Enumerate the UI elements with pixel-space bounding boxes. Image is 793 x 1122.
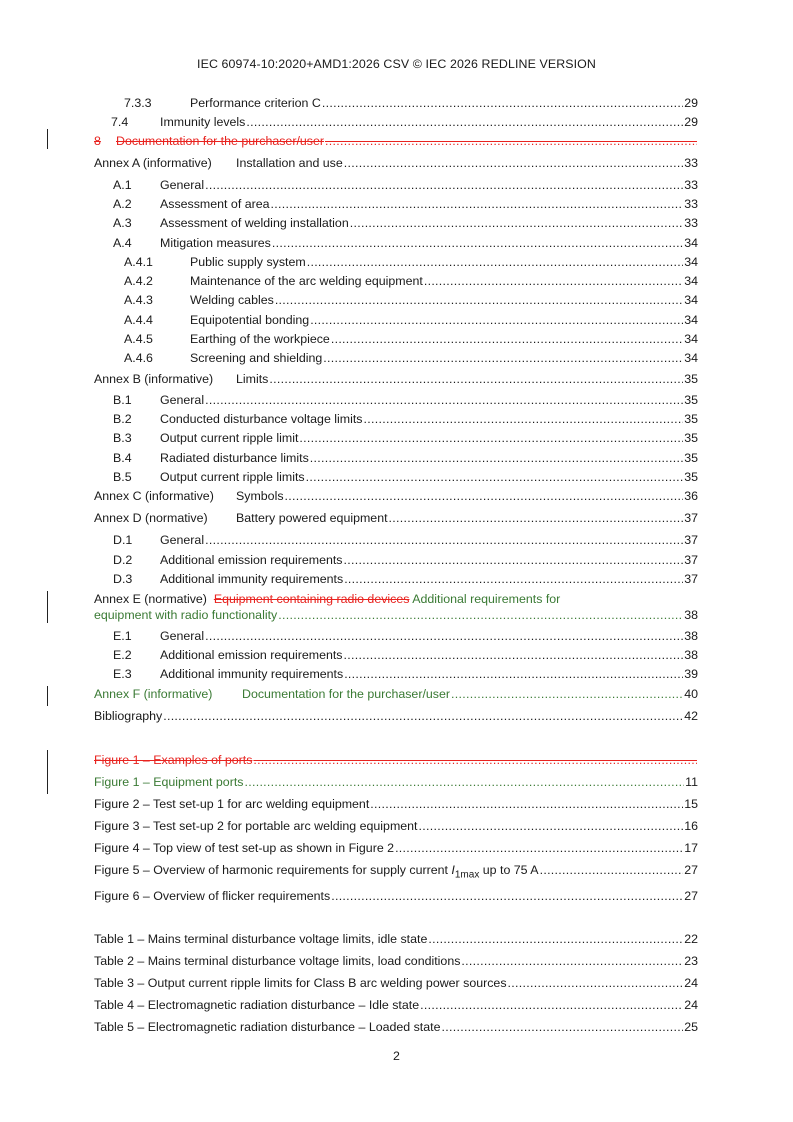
leader-dots (364, 411, 684, 427)
toc-entry-number: B.3 (113, 431, 132, 445)
table-title: Table 3 – Output current ripple limits for Class B arc welding power sources (94, 976, 507, 990)
toc-entry-number: A.1 (113, 178, 132, 192)
toc-entry-page: 34 (684, 255, 698, 269)
toc-entry-title: Documentation for the purchaser/user (116, 134, 324, 148)
leader-dots (205, 392, 683, 408)
leader-dots (285, 488, 684, 504)
toc-entry-number: Annex C (informative) (94, 489, 214, 503)
toc-entry[interactable] (94, 510, 698, 526)
figure-entry[interactable] (94, 840, 698, 856)
deleted-text: Equipment containing radio devices (213, 592, 410, 606)
figure-entry[interactable] (94, 818, 698, 834)
toc-entry-number: Annex E (normative) (94, 592, 207, 606)
toc-entry-title: Output current ripple limits (160, 470, 305, 484)
toc-entry-title: Immunity levels (160, 115, 246, 129)
document-header: IEC 60974-10:2020+AMD1:2026 CSV © IEC 2026 REDLINE VERSION (197, 57, 596, 71)
leader-dots (395, 840, 683, 856)
table-entry[interactable] (94, 953, 698, 969)
toc-entry-title: General (160, 393, 205, 407)
toc-entry[interactable] (94, 708, 698, 724)
toc-entry-title: Maintenance of the arc welding equipment (190, 274, 423, 288)
toc-entry-page: 35 (684, 393, 698, 407)
toc-entry[interactable] (94, 235, 698, 251)
figure-title: Figure 3 – Test set-up 2 for portable arc welding equipment (94, 819, 418, 833)
toc-entry-page: 34 (684, 236, 698, 250)
leader-dots (244, 774, 684, 790)
leader-dots (306, 469, 684, 485)
toc-entry-page: 35 (684, 470, 698, 484)
leader-dots (323, 350, 683, 366)
toc-entry-page: 34 (684, 274, 698, 288)
toc-entry-page: 38 (684, 648, 698, 662)
toc-entry-number: A.4 (113, 236, 132, 250)
leader-dots (205, 177, 683, 193)
leader-dots (461, 953, 683, 969)
toc-entry-number: D.2 (113, 553, 133, 567)
figure-entry[interactable] (94, 862, 698, 881)
toc-entry-title: Installation and use (236, 156, 343, 170)
toc-entry-page: 37 (684, 572, 698, 586)
figure-entry[interactable] (94, 888, 698, 904)
toc-entry-page: 37 (684, 511, 698, 525)
toc-entry-title: Battery powered equipment (236, 511, 388, 525)
toc-entry-number: Annex B (informative) (94, 372, 214, 386)
toc-entry-number: B.2 (113, 412, 132, 426)
table-page: 22 (684, 932, 698, 946)
toc-entry-page: 37 (684, 533, 698, 547)
toc-entry[interactable] (94, 450, 698, 466)
toc-entry-page: 40 (684, 687, 698, 701)
toc-entry-page: 35 (684, 412, 698, 426)
toc-entry[interactable] (94, 571, 698, 587)
table-entry[interactable] (94, 931, 698, 947)
toc-entry-number: B.5 (113, 470, 132, 484)
leader-dots (344, 552, 684, 568)
toc-entry-title: Documentation for the purchaser/user (242, 687, 450, 701)
toc-entry-title: Additional immunity requirements (160, 572, 344, 586)
toc-entry[interactable] (94, 350, 698, 366)
leader-dots (540, 862, 684, 878)
leader-dots (344, 155, 683, 171)
toc-entry-page: 33 (684, 178, 698, 192)
toc-entry-page: 36 (684, 489, 698, 503)
figure-page: 27 (684, 889, 698, 903)
leader-dots (350, 215, 683, 231)
toc-entry[interactable] (94, 95, 698, 111)
toc-entry-page: 34 (684, 293, 698, 307)
toc-entry-annex-e[interactable] (94, 591, 698, 623)
change-bar (47, 750, 48, 794)
leader-dots (331, 888, 683, 904)
leader-dots (278, 607, 683, 623)
toc-entry-title: Assessment of area (160, 197, 270, 211)
toc-entry-title: Radiated disturbance limits (160, 451, 309, 465)
leader-dots (163, 708, 683, 724)
toc-entry-inserted[interactable] (94, 686, 698, 702)
toc-entry-title: Limits (236, 372, 269, 386)
toc-entry-number: Annex F (informative) (94, 687, 213, 701)
figure-page: 16 (684, 819, 698, 833)
leader-dots (441, 1019, 683, 1035)
toc-entry-page: 29 (684, 96, 698, 110)
toc-entry-number: A.4.2 (124, 274, 153, 288)
toc-entry-title: Screening and shielding (190, 351, 323, 365)
toc-entry[interactable] (94, 177, 698, 193)
toc-entry-number: D.3 (113, 572, 133, 586)
leader-dots (331, 331, 683, 347)
toc-entry-number: 7.4 (111, 115, 129, 129)
figure-title: Figure 1 – Examples of ports (94, 753, 253, 767)
change-bar (47, 129, 48, 149)
leader-dots (269, 371, 683, 387)
toc-entry-number: A.2 (113, 197, 132, 211)
inserted-text: Additional requirements for (412, 592, 561, 606)
toc-entry-page: 33 (684, 216, 698, 230)
toc-entry-page: 39 (684, 667, 698, 681)
toc-entry-title: Additional emission requirements (160, 648, 343, 662)
figure-entry-inserted[interactable] (94, 774, 698, 790)
toc-entry[interactable] (94, 114, 698, 130)
change-bar (47, 591, 48, 623)
toc-entry-title: Additional immunity requirements (160, 667, 344, 681)
leader-dots (389, 510, 684, 526)
leader-dots (246, 114, 683, 130)
figure-page: 17 (684, 841, 698, 855)
toc-entry-page: 42 (684, 709, 698, 723)
toc-entry[interactable] (94, 488, 698, 504)
toc-entry-page: 38 (684, 608, 698, 622)
toc-entry-title: Additional emission requirements (160, 553, 343, 567)
toc-entry-title: Output current ripple limit (160, 431, 299, 445)
toc-entry-number: A.4.1 (124, 255, 153, 269)
toc-entry-page: 37 (684, 553, 698, 567)
toc-entry[interactable] (94, 628, 698, 644)
leader-dots (205, 532, 683, 548)
toc-entry-number: 7.3.3 (124, 96, 152, 110)
toc-entry-page: 34 (684, 332, 698, 346)
figure-entry-deleted[interactable] (94, 752, 698, 768)
leader-dots (275, 292, 683, 308)
toc-entry[interactable] (94, 155, 698, 171)
toc-entry[interactable] (94, 469, 698, 485)
toc-entry-number: A.4.3 (124, 293, 153, 307)
toc-entry-number: A.3 (113, 216, 132, 230)
figure-title: Figure 5 – Overview of harmonic requirements for supply current $I_{1max}$ up to 75 A (94, 863, 539, 881)
leader-dots (370, 796, 683, 812)
table-page: 24 (684, 998, 698, 1012)
leader-dots (508, 975, 684, 991)
figure-title: Figure 4 – Top view of test set-up as shown in Figure 2 (94, 841, 395, 855)
toc-entry-page: 35 (684, 372, 698, 386)
toc-entry-number: D.1 (113, 533, 133, 547)
toc-entry-title: Equipotential bonding (190, 313, 310, 327)
toc-entry-number: A.4.5 (124, 332, 153, 346)
table-title: Table 5 – Electromagnetic radiation disturbance – Loaded state (94, 1020, 441, 1034)
toc-entry[interactable] (94, 292, 698, 308)
toc-entry-title: Assessment of welding installation (160, 216, 349, 230)
toc-entry[interactable] (94, 532, 698, 548)
toc-entry[interactable] (94, 331, 698, 347)
toc-entry-number: A.4.6 (124, 351, 153, 365)
leader-dots (253, 752, 697, 768)
toc-entry-title: Symbols (236, 489, 284, 503)
toc-entry-title: Earthing of the workpiece (190, 332, 330, 346)
toc-entry[interactable] (94, 196, 698, 212)
table-page: 23 (684, 954, 698, 968)
toc-entry-number: Annex A (informative) (94, 156, 212, 170)
toc-entry-page: 38 (684, 629, 698, 643)
toc-entry[interactable] (94, 312, 698, 328)
toc-entry-number: Annex D (normative) (94, 511, 208, 525)
table-title: Table 4 – Electromagnetic radiation disturbance – Idle state (94, 998, 420, 1012)
table-page: 25 (684, 1020, 698, 1034)
toc-entry[interactable] (94, 647, 698, 663)
table-page: 24 (684, 976, 698, 990)
toc-entry-deleted[interactable] (94, 133, 698, 149)
toc-entry-title: Welding cables (190, 293, 274, 307)
toc-entry[interactable] (94, 371, 698, 387)
figure-page: 11 (685, 775, 698, 789)
toc-entry-title: Public supply system (190, 255, 306, 269)
toc-entry-title: General (160, 533, 205, 547)
leader-dots (344, 647, 684, 663)
table-entry[interactable] (94, 975, 698, 991)
leader-dots (307, 254, 684, 270)
leader-dots (428, 931, 683, 947)
leader-dots (419, 818, 684, 834)
table-title: Table 2 – Mains terminal disturbance voltage limits, load conditions (94, 954, 461, 968)
toc-entry-number: E.2 (113, 648, 132, 662)
toc-entry-page: 34 (684, 313, 698, 327)
toc-entry-page: 35 (684, 431, 698, 445)
toc-entry-page: 33 (684, 156, 698, 170)
table-title: Table 1 – Mains terminal disturbance voltage limits, idle state (94, 932, 428, 946)
leader-dots (325, 133, 697, 149)
leader-dots (322, 95, 683, 111)
figure-page: 27 (684, 863, 698, 877)
toc-entry[interactable] (94, 215, 698, 231)
leader-dots (420, 997, 683, 1013)
toc-entry-page: 34 (684, 351, 698, 365)
page-number: 2 (393, 1049, 400, 1063)
leader-dots (344, 666, 683, 682)
leader-dots (310, 450, 683, 466)
figure-page: 15 (684, 797, 698, 811)
toc-entry-title: General (160, 629, 205, 643)
leader-dots (451, 686, 683, 702)
toc-entry-title: General (160, 178, 205, 192)
toc-entry-number: A.4.4 (124, 313, 153, 327)
toc-entry[interactable] (94, 552, 698, 568)
toc-entry[interactable] (94, 254, 698, 270)
toc-entry[interactable] (94, 392, 698, 408)
toc-entry-number: B.1 (113, 393, 132, 407)
leader-dots (271, 196, 684, 212)
figure-title: Figure 2 – Test set-up 1 for arc welding equipment (94, 797, 370, 811)
toc-entry[interactable] (94, 411, 698, 427)
toc-entry-title: Mitigation measures (160, 236, 271, 250)
toc-entry-page: 35 (684, 451, 698, 465)
figure-title: Figure 6 – Overview of flicker requirements (94, 889, 331, 903)
toc-entry-title: Performance criterion C (190, 96, 321, 110)
leader-dots (424, 273, 683, 289)
leader-dots (272, 235, 683, 251)
toc-entry-number: 8 (94, 134, 101, 148)
toc-entry[interactable] (94, 666, 698, 682)
toc-entry-page: 33 (684, 197, 698, 211)
leader-dots (205, 628, 683, 644)
table-entry[interactable] (94, 1019, 698, 1035)
toc-entry-number: E.3 (113, 667, 132, 681)
change-bar (47, 686, 48, 706)
toc-entry-number: E.1 (113, 629, 132, 643)
toc-entry[interactable] (94, 273, 698, 289)
figure-title: Figure 1 – Equipment ports (94, 775, 244, 789)
leader-dots (299, 430, 683, 446)
inserted-text: equipment with radio functionality (94, 608, 278, 622)
toc-entry-title: Bibliography (94, 709, 163, 723)
toc-entry-title: Conducted disturbance voltage limits (160, 412, 363, 426)
toc-entry[interactable] (94, 430, 698, 446)
table-entry[interactable] (94, 997, 698, 1013)
leader-dots (344, 571, 683, 587)
toc-entry-page: 29 (684, 115, 698, 129)
toc-entry-number: B.4 (113, 451, 132, 465)
leader-dots (310, 312, 683, 328)
figure-entry[interactable] (94, 796, 698, 812)
